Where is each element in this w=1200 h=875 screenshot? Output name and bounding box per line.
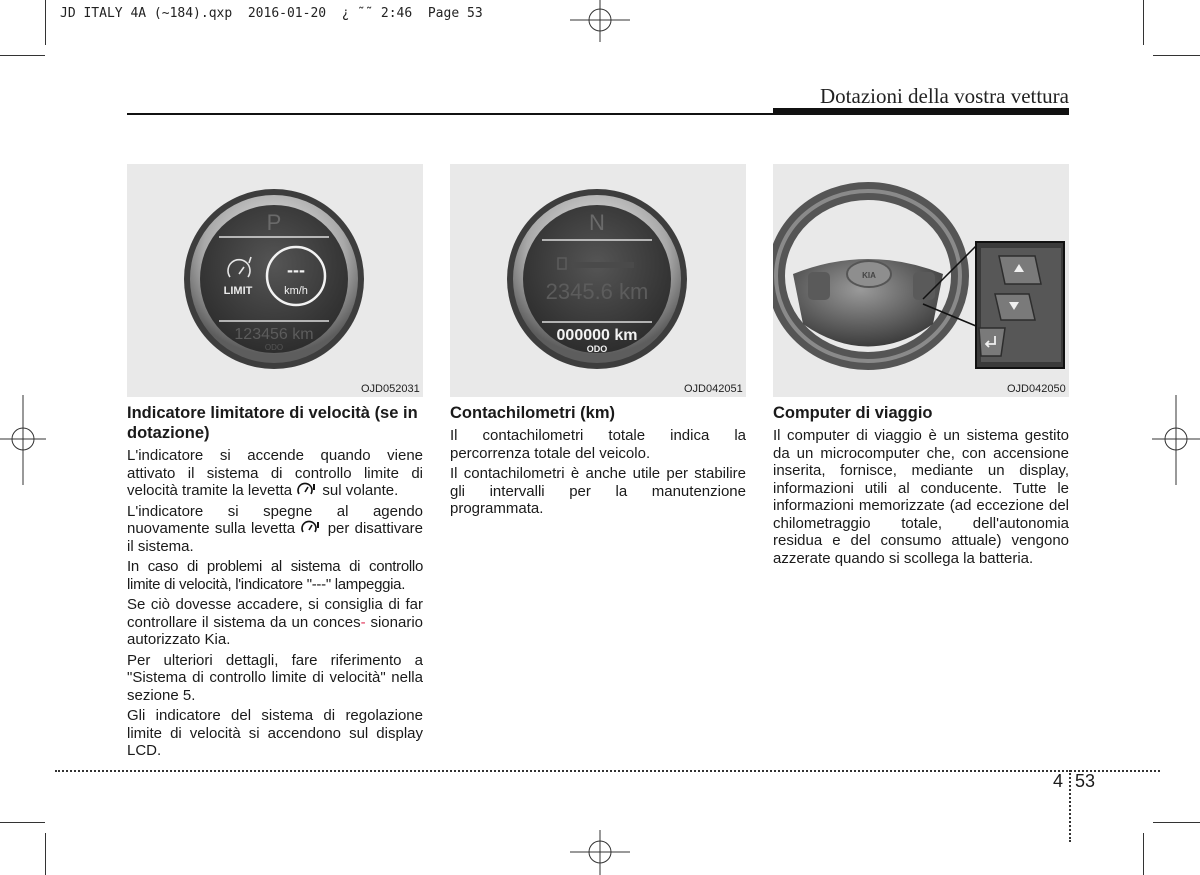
faded-odometer: 123456 km bbox=[234, 326, 314, 343]
paragraph: L'indicatore si accende quando viene attivato il sistema di controllo limite di velocità tramite la levetta sul volante. bbox=[127, 447, 423, 499]
figure-code: OJD052031 bbox=[361, 383, 420, 395]
section-title: Indicatore limitatore di velocità (se in dotazione) bbox=[127, 404, 418, 442]
section-title: Contachilometri (km) bbox=[450, 404, 616, 422]
registration-target-top bbox=[570, 0, 630, 42]
footer-divider bbox=[1069, 770, 1071, 842]
speed-limiter-lever-icon bbox=[296, 482, 318, 498]
crop-mark bbox=[45, 0, 46, 45]
gear-indicator: P bbox=[266, 210, 282, 235]
section-speed-limiter bbox=[127, 403, 423, 763]
paragraph: Per ulteriori dettagli, fare riferimento a "Sistema di controllo limite di velocità" nella sezione 5. bbox=[127, 651, 423, 704]
chapter-number: 4 bbox=[1053, 771, 1064, 791]
registration-target-right bbox=[1152, 395, 1200, 485]
left-switch-cluster bbox=[808, 272, 830, 300]
footer-rule bbox=[55, 770, 1160, 772]
faded-trip: 2345.6 km bbox=[545, 279, 649, 304]
faded-odo-label: ODO bbox=[264, 343, 284, 352]
paragraph: Gli indicatore del sistema di regolazione limite di velocità si accendono sul display LCD. bbox=[127, 707, 423, 759]
figure-steering-wheel bbox=[773, 164, 1069, 397]
running-header: Dotazioni della vostra vettura bbox=[820, 84, 1069, 108]
odometer-label: ODO bbox=[586, 344, 608, 354]
slug-line: JD ITALY 4A (~184).qxp 2016-01-20 ¿ ˜˜ 2:46 Page 53 bbox=[60, 6, 483, 21]
speed-limiter-lever-icon bbox=[300, 520, 322, 536]
header-rule-bar bbox=[773, 108, 1069, 115]
crop-mark bbox=[1143, 833, 1144, 875]
paragraph: Il contachilometri è anche utile per stabilire gli intervalli per la manutenzione programmata. bbox=[450, 465, 746, 517]
crop-mark bbox=[1153, 55, 1200, 56]
figure-odometer bbox=[450, 164, 746, 397]
right-switch-cluster bbox=[913, 272, 935, 300]
page-number: 53 bbox=[1075, 771, 1096, 791]
figure-code: OJD042050 bbox=[1007, 383, 1066, 395]
crop-mark bbox=[0, 822, 45, 823]
limit-label: LIMIT bbox=[223, 285, 253, 297]
registration-target-left bbox=[0, 395, 46, 485]
enter-button bbox=[979, 328, 1005, 356]
crop-mark bbox=[1143, 0, 1144, 45]
crop-mark bbox=[0, 55, 45, 56]
section-odometer bbox=[450, 403, 746, 521]
section-title: Computer di viaggio bbox=[773, 404, 933, 422]
speed-unit: km/h bbox=[284, 285, 308, 297]
hyphen-accent: - bbox=[360, 613, 366, 631]
hub-label: KIA bbox=[862, 271, 876, 280]
paragraph: L'indicatore si spegne al agendo nuovamente sulla levetta per disattivare il sistema. bbox=[127, 502, 424, 555]
odometer-value: 000000 km bbox=[556, 327, 638, 344]
paragraph: In caso di problemi al sistema di controllo limite di velocità, l'indicatore "---" lampeggia. bbox=[127, 558, 423, 593]
figure-code: OJD042051 bbox=[684, 383, 743, 395]
section-trip-computer bbox=[773, 403, 1069, 570]
figure-speed-limiter bbox=[127, 164, 423, 397]
paragraph: Il computer di viaggio è un sistema gestito da un microcomputer che, con accensione inserita, fornisce, mediante un display, informazioni utili al conducente. Tutte le informazioni memorizzate (ad eccezione del chilometraggio totale, dell'autonomia residua e del consumo attuale) vengono azzerate quando si scollega la batteria. bbox=[773, 427, 1069, 567]
crop-mark bbox=[1153, 822, 1200, 823]
registration-target-bottom bbox=[570, 830, 630, 875]
paragraph: Se ciò dovesse accadere, si consiglia di far controllare il sistema da un conces- sionario autorizzato Kia. bbox=[127, 596, 423, 648]
gear-indicator: N bbox=[589, 210, 605, 235]
crop-mark bbox=[45, 833, 46, 875]
paragraph: Il contachilometri totale indica la percorrenza totale del veicolo. bbox=[450, 427, 746, 462]
faded-gauge-bar bbox=[574, 262, 634, 268]
speed-dashes: --- bbox=[287, 260, 305, 280]
